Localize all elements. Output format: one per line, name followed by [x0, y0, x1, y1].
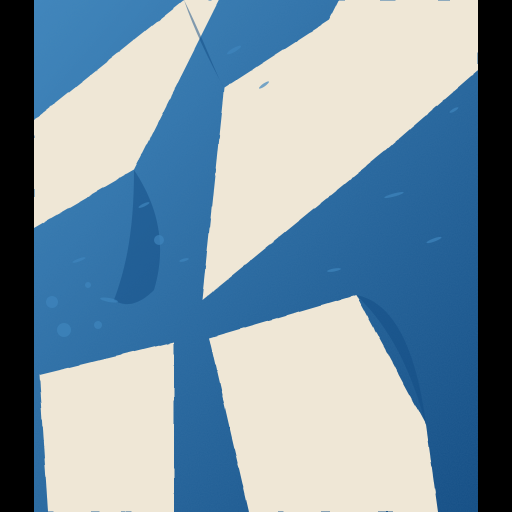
cyanotype-artwork — [34, 0, 478, 512]
ink-spot — [46, 296, 58, 308]
ink-spot — [57, 323, 71, 337]
ink-spot — [154, 235, 164, 245]
ink-spot — [94, 321, 102, 329]
ink-spot — [85, 282, 91, 288]
